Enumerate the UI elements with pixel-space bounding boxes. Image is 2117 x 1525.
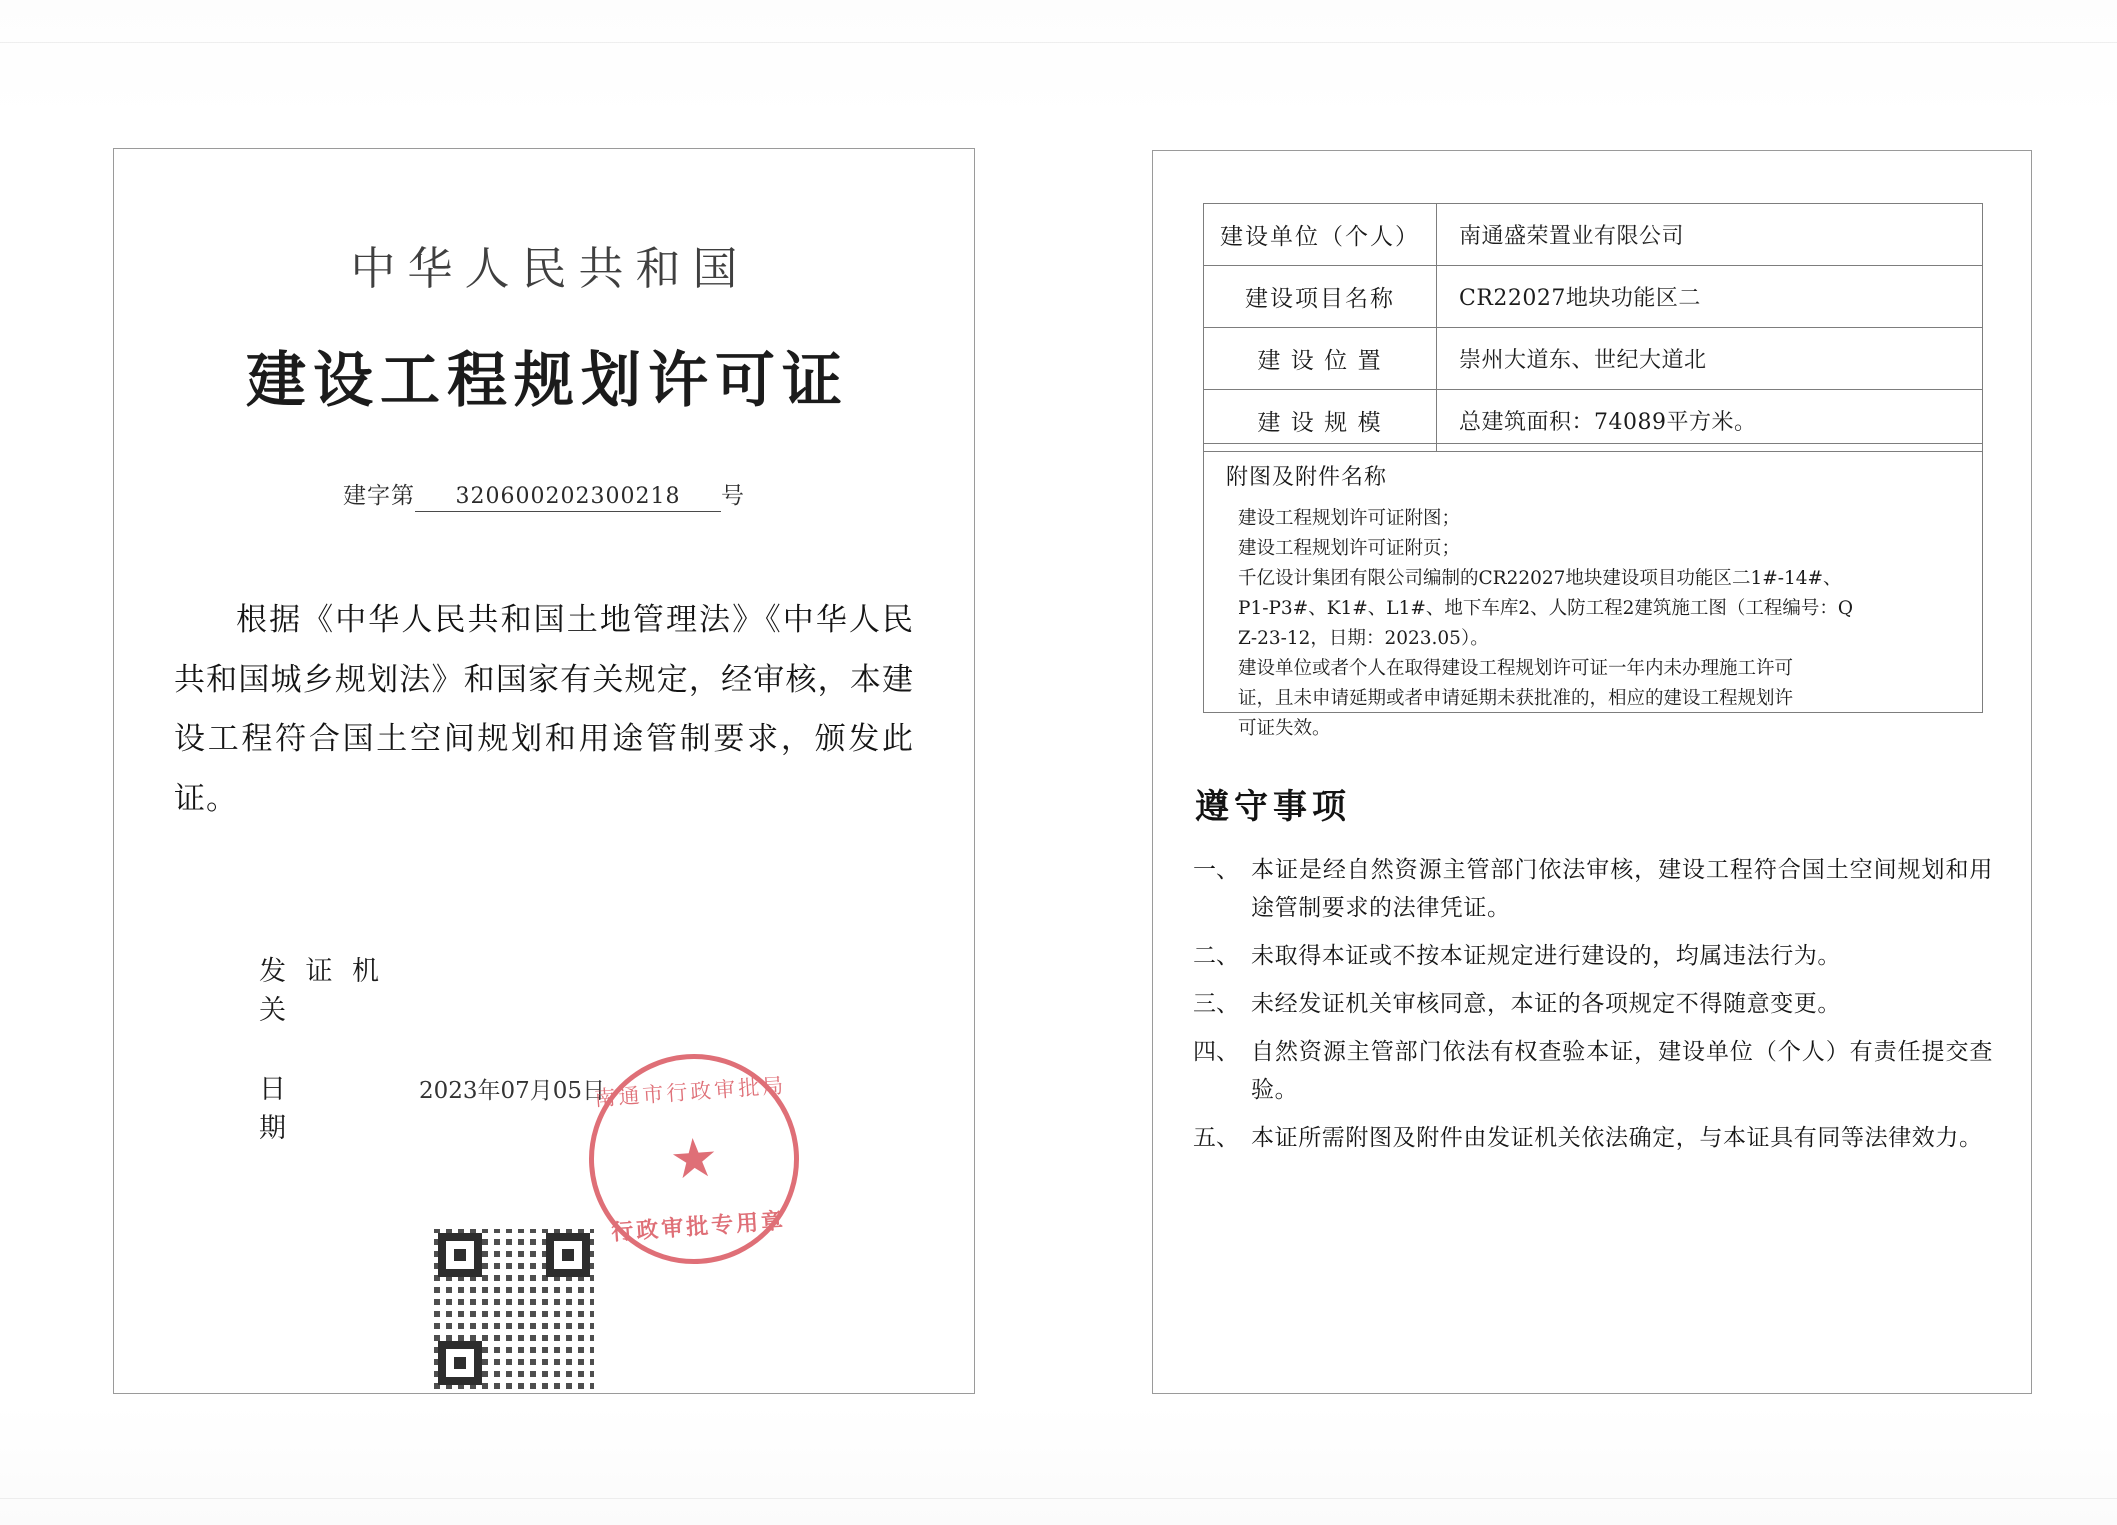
certificate-number-prefix: 建字第 xyxy=(343,482,415,508)
certificate-body-text: 根据《中华人民共和国土地管理法》《中华人民共和国城乡规划法》和国家有关规定，经审核，本建设工程符合国土空间规划和用途管制要求，颁发此证。 xyxy=(174,602,914,816)
table-row xyxy=(1204,204,1983,266)
list-item xyxy=(1193,1033,1993,1109)
qr-code xyxy=(434,1229,594,1389)
rule-index: 二、 xyxy=(1193,941,1239,968)
row-value: CR22027地块功能区二 xyxy=(1437,266,1983,328)
rule-index: 五、 xyxy=(1193,1123,1239,1150)
list-item xyxy=(1193,985,1993,1023)
rule-text: 未取得本证或不按本证规定进行建设的，均属违法行为。 xyxy=(1251,941,1841,968)
scan-fold-bottom xyxy=(0,1498,2117,1499)
list-item xyxy=(1193,937,1993,975)
issuer-label: 发 证 机 关 xyxy=(259,956,386,1025)
attachment-line: 建设单位或者个人在取得建设工程规划许可证一年内未办理施工许可 xyxy=(1238,657,1794,679)
country-line: 中华人民共和国 xyxy=(350,242,750,295)
scan-fold-top xyxy=(0,42,2117,43)
rule-index: 三、 xyxy=(1193,989,1239,1016)
rule-index: 四、 xyxy=(1193,1037,1239,1064)
project-info-table xyxy=(1203,203,1983,452)
official-seal xyxy=(582,1047,806,1271)
date-label: 日 期 xyxy=(259,1074,391,1143)
seal-star-icon: ★ xyxy=(667,1127,721,1191)
table-row xyxy=(1204,266,1983,328)
certificate-number-row xyxy=(114,477,974,512)
date-row xyxy=(259,1067,605,1145)
attachment-line: 千亿设计集团有限公司编制的CR22027地块建设项目功能区二1#-14#、 xyxy=(1238,567,1842,589)
list-item xyxy=(1193,1119,1993,1157)
attachment-line: 建设工程规划许可证附页； xyxy=(1238,537,1461,559)
seal-bottom-text: 行政审批专用章 xyxy=(610,1207,787,1245)
attachments-box xyxy=(1203,443,1983,739)
attachment-line: 可证失效。 xyxy=(1238,717,1331,739)
list-item xyxy=(1193,851,1993,927)
seal-top-text: 南通市行政审批局 xyxy=(593,1074,787,1111)
attachment-line: P1-P3#、K1#、L1#、地下车库2、人防工程2建筑施工图（工程编号：Q xyxy=(1238,597,1854,619)
rules-list xyxy=(1193,851,1993,1167)
certificate-right-page xyxy=(1152,150,2032,1394)
row-value: 崇州大道东、世纪大道北 xyxy=(1437,328,1983,390)
row-key: 建 设 规 模 xyxy=(1204,390,1437,452)
attachments-title: 附图及附件名称 xyxy=(1226,464,1388,489)
row-key: 建设项目名称 xyxy=(1204,266,1437,328)
row-key: 建 设 位 置 xyxy=(1204,328,1437,390)
qr-eye-icon xyxy=(438,1233,482,1277)
attachment-line: 证，且未申请延期或者申请延期未获批准的，相应的建设工程规划许 xyxy=(1238,687,1794,709)
row-value: 南通盛荣置业有限公司 xyxy=(1437,204,1983,266)
rule-text: 自然资源主管部门依法有权查验本证，建设单位（个人）有责任提交查验。 xyxy=(1251,1037,1993,1102)
issuer-row xyxy=(259,949,605,1027)
rules-title: 遵守事项 xyxy=(1195,788,1351,826)
qr-eye-icon xyxy=(438,1341,482,1385)
issuer-block xyxy=(259,949,605,1185)
certificate-left-page xyxy=(113,148,975,1394)
row-key: 建设单位（个人） xyxy=(1204,204,1437,266)
attachment-line: 建设工程规划许可证附图； xyxy=(1238,508,1461,529)
rule-text: 本证是经自然资源主管部门依法审核，建设工程符合国土空间规划和用途管制要求的法律凭证。 xyxy=(1251,856,1993,920)
row-value: 总建筑面积：74089平方米。 xyxy=(1437,390,1983,452)
certificate-title: 建设工程规划许可证 xyxy=(246,347,849,414)
attachment-line: Z-23-12，日期：2023.05）。 xyxy=(1238,627,1489,649)
table-row xyxy=(1204,328,1983,390)
date-value: 2023年07月05日 xyxy=(419,1078,606,1104)
qr-eye-icon xyxy=(546,1233,590,1277)
attachments-lines xyxy=(1226,504,1960,744)
rule-text: 未经发证机关审核同意，本证的各项规定不得随意变更。 xyxy=(1251,989,1841,1016)
certificate-number-suffix: 号 xyxy=(721,482,745,508)
rule-index: 一、 xyxy=(1193,856,1239,882)
certificate-number-value: 320600202300218 xyxy=(415,484,721,512)
rule-text: 本证所需附图及附件由发证机关依法确定，与本证具有同等法律效力。 xyxy=(1251,1123,1983,1150)
